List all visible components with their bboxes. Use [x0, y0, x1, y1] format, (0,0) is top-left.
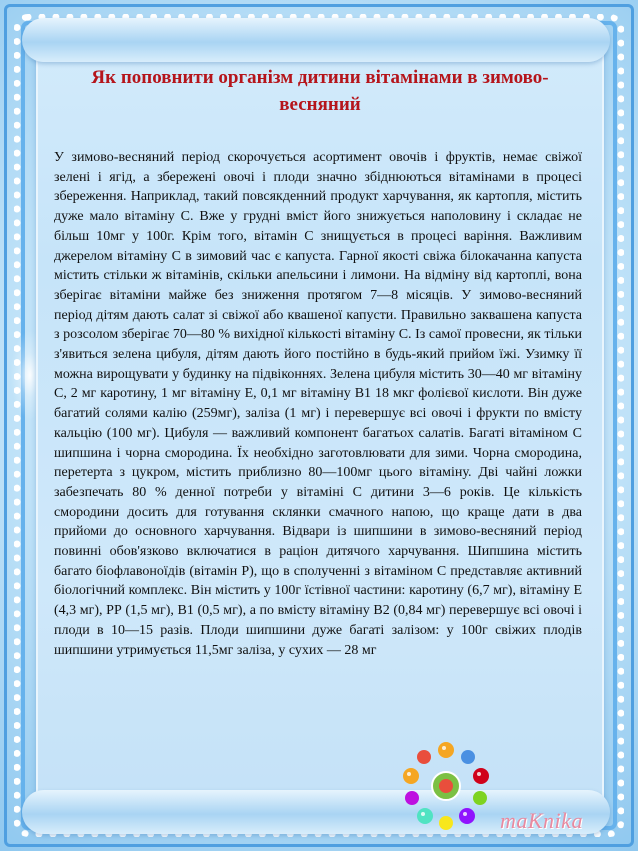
page-title: Як поповнити організм дитини вітамінами в зимово-весняний	[91, 67, 549, 115]
scroll-roll-top	[22, 18, 610, 62]
vitamin-wheel-icon	[398, 738, 494, 834]
author-logo: maKnika	[500, 808, 583, 833]
article-body: У зимово-весняний період скорочується асортимент овочів і фруктів, немає свіжої зелені і ягід, а збережені овочі і плоди значно збіднюються вітамінами в процесі збереження. Наприклад, такий повсякденний продукт харчування, як картопля, містить дуже мало вітаміну С. Вже у грудні вміст його знижується наполовину і складає не більш 10мг у 100г. Крім того, вітамін С знищується в процесі варіння. Важливим джерелом вітаміну С в зимовий час є капуста. Гарної якості свіжа білокачанна капуста містить стільки ж вітамінів, скільки апельсини і лимони. На відміну від картоплі, вона зберігає вітаміни майже без зниження протягом 7—8 місяців. У зимово-весняний період дітям дають салат зі свіжої або квашеної капусти. Правильно заквашена капуста з розсолом зберігає 70—80 % вихідної кількості вітаміну С. Із самої провесни, як тільки з'явиться зелена цибуля, дітям дають його постійно в будь-який прийом їжі. Узимку її можна вирощувати у будинку на підвіконнях. Зелена цибуля містить 30—40 мг вітаміну С, 2 мг каротину, 1 мг вітаміну Е, 0,1 мг вітаміну В1 18 мкг фолієвої кислоти. Він дуже багатий солями калію (259мг), заліза (1 мг) і перевершує всі овочі і фрукти по вмісту кальцію (100 мг). Цибуля — важливий компонент багатьох салатів. Багаті вітаміном С шипшина і чорна смородина. Їх необхідно заготовлювати для зими. Чорна смородина, перетерта з цукром, містить приблизно 80—100мг цього вітаміну. Дві чайні ложки забезпечать 80 % денної потреби у вітаміні С дитини 3—6 років. Це кількість смородини досить для готування склянки смачного напою, що краще дати в два прийоми до основного харчування. Відвари із шипшини в зимово-весняний період повинні обов'язково включатися в раціон дитячого харчування. Шипшина містить багато біофлавоноїдів (вітамін Р), що в сполученні з вітаміном С представляє активний біологічний комплекс. Він містить у 100г їстівної частини: каротину (6,7 мг), вітаміну Е (4,3 мг), РР (1,5 мг), В1 (0,5 мг), а по вмісту вітаміну В2 (0,84 мг) перевершує всі овочі і плоди в 10—15 разів. Плоди шипшини дуже багаті залізом: у 100г свіжих плодів шипшини утримується 11,5мг заліза, у сухих — 28 мг	[54, 150, 582, 658]
